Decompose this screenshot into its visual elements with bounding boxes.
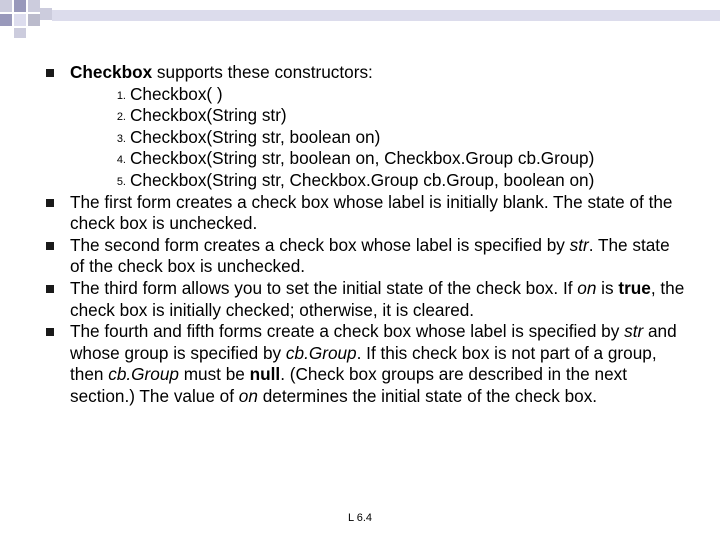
decor-square [0,0,12,12]
bullet-square-icon [46,328,54,336]
decor-square [14,14,26,26]
bullet-text [70,235,686,278]
bullet-item [46,321,686,407]
list-item [70,84,686,106]
text-span: , the check box is initially checked; otherwise, it is cleared. [70,277,685,320]
text-span: determines the initial state of the check box. [257,385,598,406]
slide-footer: L 6.4 [347,512,373,524]
constructor-list [70,84,686,192]
decor-square [28,14,40,26]
decor-square [14,28,26,38]
bullet-text [70,321,686,407]
bullet-square-icon [46,69,54,77]
bullet-item [46,278,686,321]
list-number: 2. [116,111,126,124]
corner-decoration [0,0,720,40]
list-item [70,148,686,170]
text-span: and whose group is specified by [70,321,677,363]
text-span: . The state of the check box is unchecked. [70,234,670,277]
italic-term: cb.Group [108,364,179,385]
list-text: Checkbox(String str, boolean on, Checkbox.Group cb.Group) [130,148,595,169]
list-item [70,105,686,127]
text-span: must be [178,364,250,385]
list-item [70,127,686,149]
bullet-square-icon [46,285,54,293]
decor-square [40,8,52,20]
list-item [70,170,686,192]
italic-term: on [238,385,258,406]
slide-content [46,62,686,408]
text-span: . If this check box is not part of a group, then [70,342,657,385]
decor-square [14,0,26,12]
bold-term: null [249,364,281,385]
text-span: . (Check box groups are described in the next section.) The value of [70,364,628,406]
bullet-item [46,235,686,278]
list-text: Checkbox(String str, Checkbox.Group cb.Group, boolean on) [130,169,595,190]
italic-term: str [624,321,644,342]
header-bar [52,10,720,21]
bullet-item [46,62,686,192]
list-text: Checkbox( ) [130,83,223,104]
bullet-item [46,192,686,235]
bullet-square-icon [46,199,54,207]
italic-term: cb.Group [285,342,357,363]
list-number: 5. [116,175,126,188]
bullet-text [70,278,686,321]
list-number: 3. [116,132,126,145]
text-span: is [596,277,619,298]
bullet-text: The first form creates a check box whose label is initially blank. The state of the check box is unchecked. [70,191,673,234]
text-span: The fourth and fifth forms create a check box whose label is specified by [70,321,625,342]
text-span: The second form creates a check box whose label is specified by [70,234,570,255]
list-text: Checkbox(String str, boolean on) [130,126,381,147]
italic-term: str [569,234,589,255]
text-span: supports these constructors: [152,62,373,82]
italic-term: on [577,277,597,298]
text-span: The third form allows you to set the initial state of the check box. If [70,277,578,298]
list-text: Checkbox(String str) [130,105,287,126]
list-number: 4. [116,154,126,167]
decor-square [28,0,40,12]
list-number: 1. [116,89,126,102]
bold-term: true [618,277,651,298]
bullet-text [70,62,686,84]
bullet-square-icon [46,242,54,250]
bold-term: Checkbox [70,62,153,82]
decor-square [0,14,12,26]
